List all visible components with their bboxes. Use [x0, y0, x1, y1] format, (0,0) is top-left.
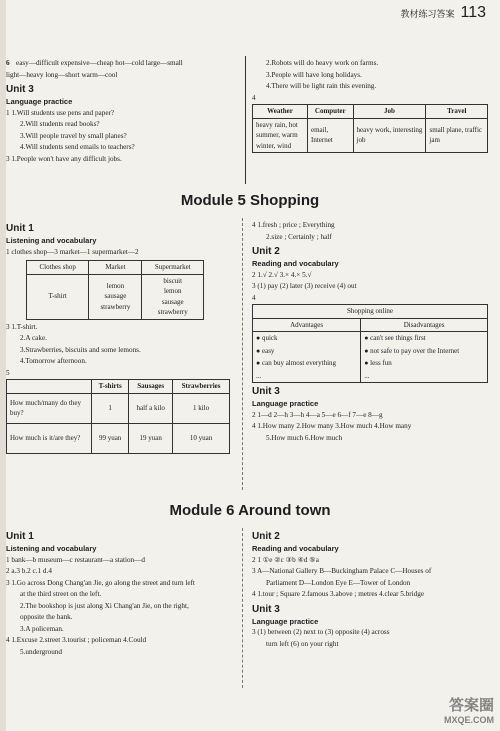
module5-title: Module 5 Shopping: [180, 192, 320, 209]
table-cell: biscuit lemon sausage strawberry: [142, 274, 204, 319]
answer-line: 2 1 ①e ②c ③b ④d ⑤a: [252, 555, 319, 564]
table-cell: heavy work, interesting job: [353, 118, 426, 153]
table-cell: email, Internet: [308, 118, 354, 153]
unit3-heading: Unit 3: [252, 386, 280, 397]
table-cell: lemon sausage strawberry: [89, 274, 142, 319]
answer-line: 1 1.Will students use pens and paper?: [6, 108, 115, 117]
answer-line: 3.Strawberries, biscuits and some lemons.: [20, 345, 141, 354]
answer-line: 3.People will have long holidays.: [266, 70, 362, 79]
top-left-column: [6, 58, 241, 165]
table-header: Clothes shop: [27, 261, 89, 275]
module6-title: Module 6 Around town: [169, 502, 331, 519]
table-cell: 99 yuan: [92, 423, 129, 453]
answer-line: 3.A policeman.: [20, 624, 64, 633]
unit2-heading: Unit 2: [252, 246, 280, 257]
table-cell: 10 yuan: [173, 423, 230, 453]
table-header: Disadvantages: [361, 318, 488, 332]
language-practice-heading: Language practice: [6, 97, 73, 106]
reading-heading: Reading and vocabulary: [252, 544, 339, 553]
table-cell: How much/many do they buy?: [7, 393, 92, 423]
answer-line: 4 1.tour ; Square 2.famous 3.above ; metres 4.clear 5.bridge: [252, 590, 425, 598]
top-right-column: [252, 58, 490, 153]
unit3-heading: Unit 3: [6, 84, 34, 95]
table-cell: ...: [361, 370, 488, 383]
answer-line: 2.size ; Certainly ; half: [266, 232, 332, 241]
answer-line: 4.There will be light rain this evening.: [266, 82, 377, 90]
answer-line: 3 (1) pay (2) later (3) receive (4) out: [252, 282, 357, 290]
answer-line: 2.Robots will do heavy work on farms.: [266, 59, 379, 67]
table-header: T-shirts: [92, 380, 129, 394]
unit2-heading: Unit 2: [252, 531, 280, 542]
table-cell: T-shirt: [27, 274, 89, 319]
answer-line: 3 1.People won't have any difficult jobs.: [6, 154, 122, 163]
table-cell: heavy rain, hot summer, warm winter, wind: [253, 118, 308, 153]
reading-heading: Reading and vocabulary: [252, 259, 339, 268]
answer-line: 2 1.√ 2.√ 3.× 4.× 5.√: [252, 270, 312, 279]
table-cell: ● quick: [253, 332, 361, 345]
table-cell: half a kilo: [129, 393, 173, 423]
q4-number: 4: [252, 293, 256, 302]
table-cell: ● not safe to pay over the Internet: [361, 345, 488, 358]
module5-right-column: [252, 220, 490, 444]
answer-line: 3 (1) between (2) next to (3) opposite (4) across: [252, 628, 390, 636]
answer-line: 2.A cake.: [20, 334, 47, 342]
module6-right-column: [252, 528, 490, 650]
header-title: 教材练习答案: [400, 9, 455, 20]
module6-left-column: [6, 528, 241, 658]
q6-line2: light—heavy long—short warm—cool: [6, 70, 118, 79]
listening-heading: Listening and vocabulary: [6, 544, 97, 553]
watermark-url: MXQE.COM: [443, 715, 494, 725]
column-divider: [242, 218, 243, 490]
table-header: Market: [89, 261, 142, 275]
answer-line: Parliament D—London Eye E—Tower of London: [266, 578, 411, 587]
table-cell: 19 yuan: [129, 423, 173, 453]
answer-line: 1 clothes shop—3 market—1 supermarket—2: [6, 247, 139, 256]
table-header: Strawberries: [173, 380, 230, 394]
table-header: Sausages: [129, 380, 173, 394]
table-header: Supermarket: [142, 261, 204, 275]
language-practice-heading: Language practice: [252, 616, 319, 626]
table-header: Weather: [253, 105, 308, 119]
answer-line: 2 a.3 b.2 c.1 d.4: [6, 567, 52, 575]
table-header: Advantages: [253, 318, 361, 332]
unit1-heading: Unit 1: [6, 531, 34, 542]
page-number: 113: [460, 4, 486, 21]
watermark: [444, 699, 494, 727]
prediction-table: [252, 104, 488, 153]
answer-line: 2 1—d 2—h 3—h 4—a 5—e 6—f 7—e 8—g: [252, 410, 383, 419]
answer-line: turn left (6) on your right: [266, 639, 339, 648]
q6-number: 6: [6, 59, 10, 67]
answer-line: 2.The bookshop is just along Xi Chang'an Jie, on the right,: [20, 601, 189, 610]
q6-line1: easy—difficult expensive—cheap hot—cold large—small: [16, 59, 183, 67]
answer-line: 4.Tomorrow afternoon.: [20, 357, 87, 365]
column-divider: [242, 528, 243, 688]
answer-line: at the third street on the left.: [20, 590, 102, 598]
table-cell: ● less fun: [361, 357, 488, 370]
answer-line: 3.Will people travel by small planes?: [20, 131, 127, 140]
table-cell: 1 kilo: [173, 393, 230, 423]
table-cell: ● easy: [253, 345, 361, 358]
table-cell: ● can buy almost everything: [253, 357, 361, 370]
table-cell: ● can't see things first: [361, 332, 488, 345]
answer-line: 3 1.T-shirt.: [6, 322, 38, 331]
table-header: Computer: [308, 105, 354, 119]
page-header: [400, 4, 486, 22]
unit3-heading: Unit 3: [252, 603, 280, 615]
shop-table: [26, 260, 204, 320]
shopping-online-table: [252, 304, 488, 383]
table-header: Travel: [426, 105, 488, 119]
table-cell: ...: [253, 370, 361, 383]
answer-line: 3 1.Go across Dong Chang'an Jie, go along the street and turn left: [6, 578, 195, 587]
table-header: [7, 380, 92, 394]
watermark-text: 答案圈: [448, 697, 494, 714]
language-practice-heading: Language practice: [252, 399, 319, 408]
table-cell: 1: [92, 393, 129, 423]
table-cell: small plane, traffic jam: [426, 118, 488, 153]
module5-left-column: [6, 220, 241, 454]
answer-line: 2.Will students read books?: [20, 120, 100, 128]
answer-line: 4 1.fresh ; price ; Everything: [252, 221, 335, 229]
answer-line: 3 A—National Gallery B—Buckingham Palace C—Houses of: [252, 567, 432, 575]
unit1-heading: Unit 1: [6, 223, 34, 234]
answer-line: opposite the bank.: [20, 613, 73, 621]
purchase-table: [6, 379, 230, 454]
answer-line: 1 bank—b museum—c restaurant—a station—d: [6, 555, 145, 564]
q4-number: 4: [252, 93, 256, 102]
column-divider: [245, 56, 246, 184]
table-cell: How much is it/are they?: [7, 423, 92, 453]
answer-line: 4 1.How many 2.How many 3.How much 4.How many: [252, 422, 412, 430]
table-header: Job: [353, 105, 426, 119]
answer-line: 5.How much 6.How much: [266, 433, 343, 442]
answer-line: 5.underground: [20, 647, 62, 656]
answer-line: 4.Will students send emails to teachers?: [20, 143, 135, 151]
q5-number: 5: [6, 368, 10, 377]
table-title: Shopping online: [253, 305, 488, 319]
answer-line: 4 1.Excuse 2.street 3.tourist ; policeman 4.Could: [6, 636, 147, 644]
listening-heading: Listening and vocabulary: [6, 236, 97, 245]
